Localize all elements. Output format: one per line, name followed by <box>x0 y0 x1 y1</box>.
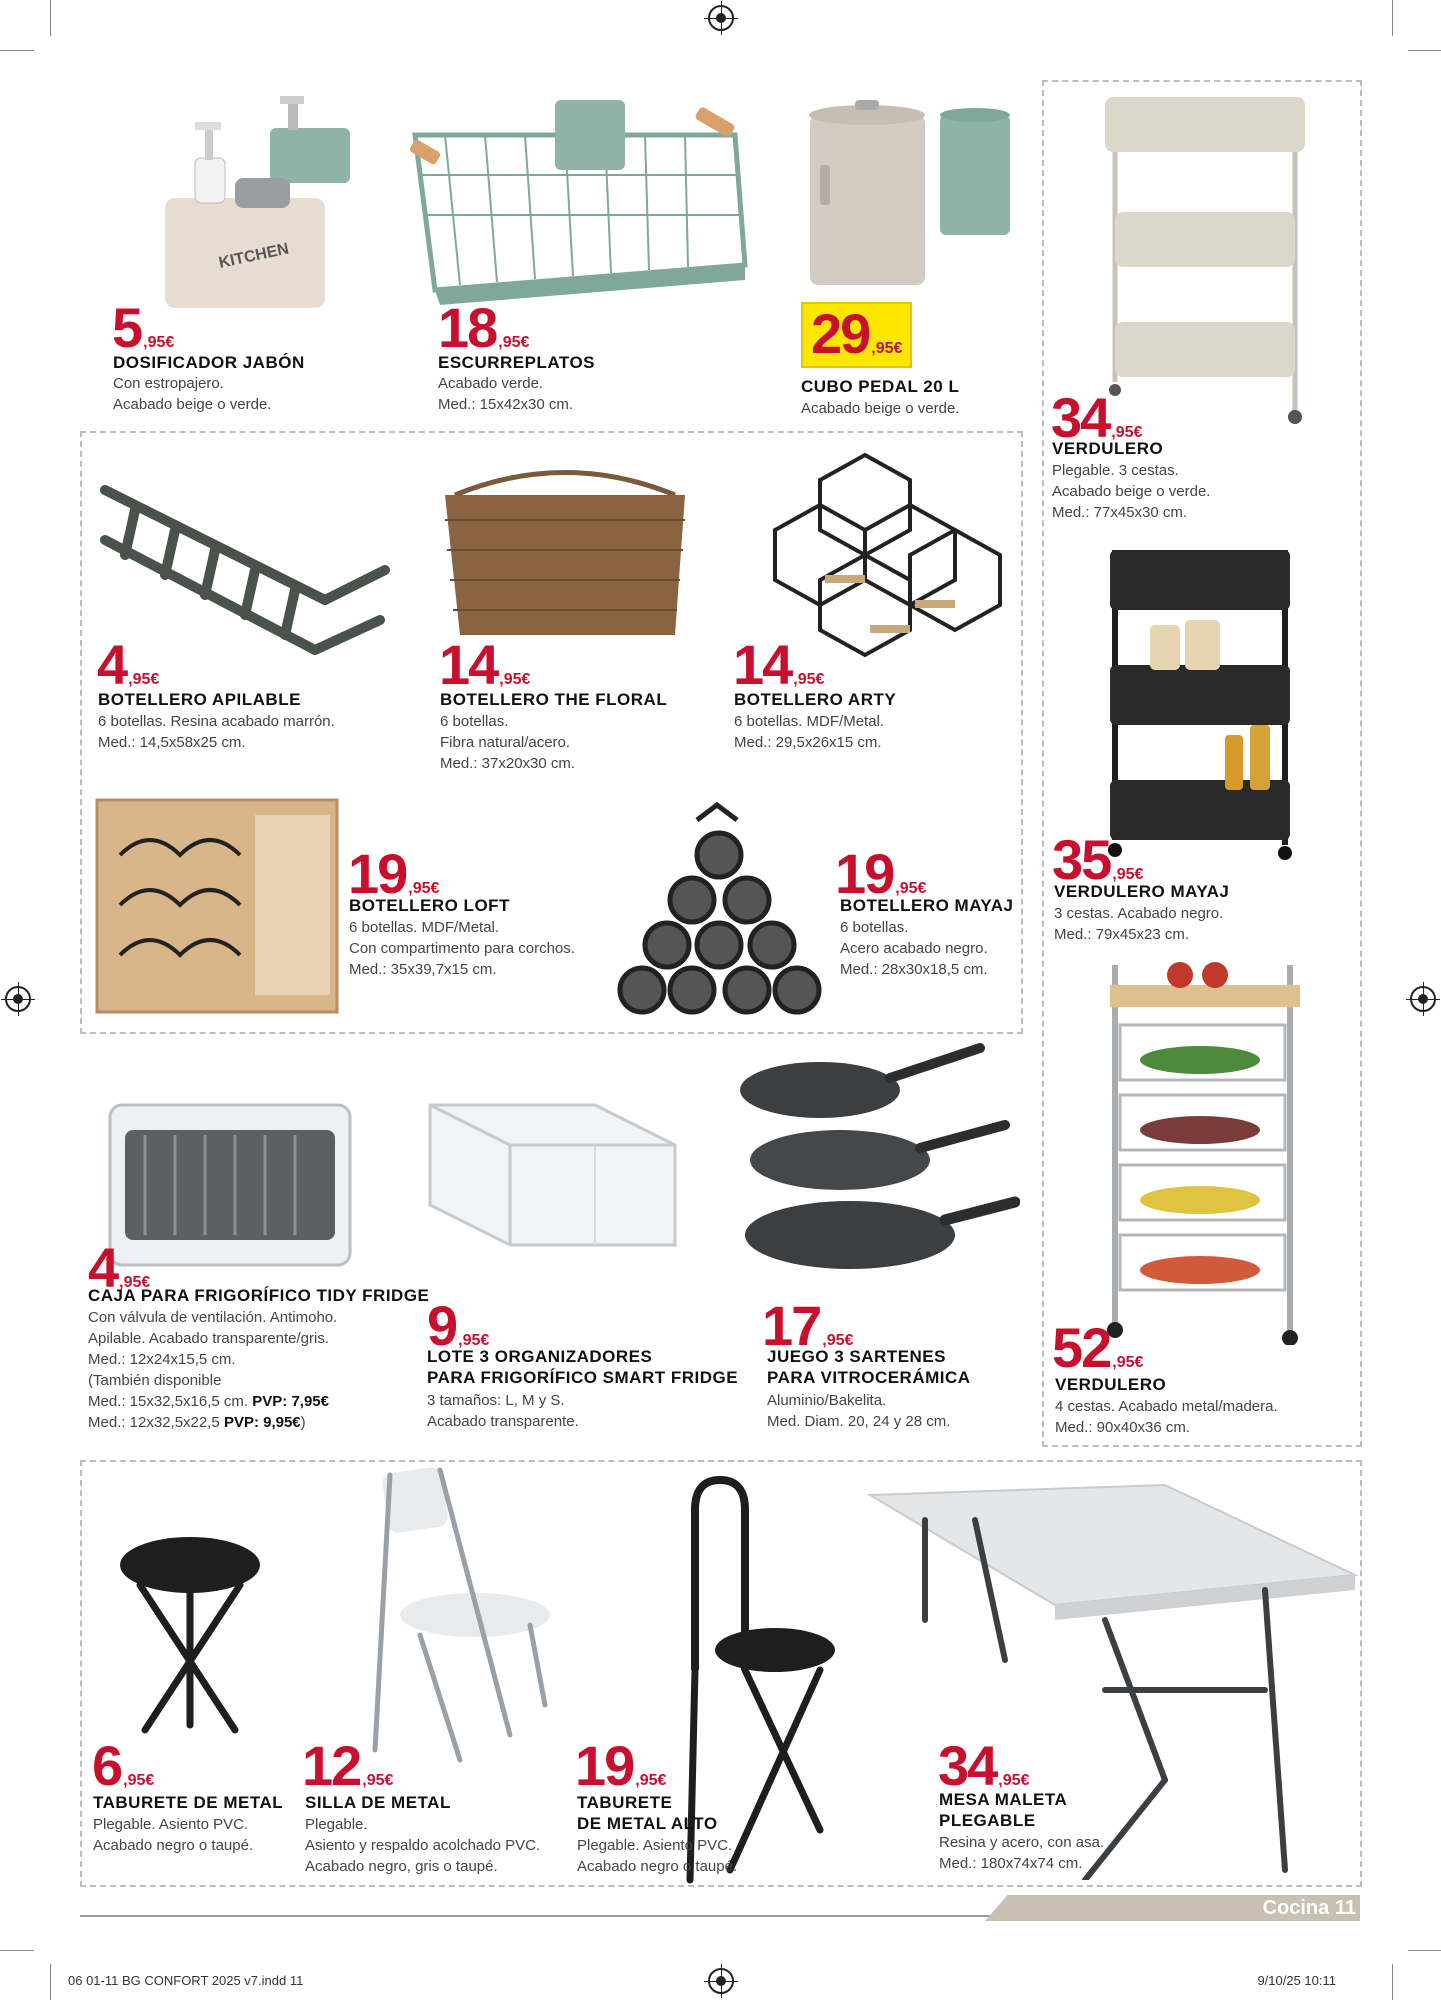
product-desc-line: Asiento y respaldo acolchado PVC. <box>305 1837 541 1854</box>
price-integer: 4 <box>88 1236 118 1299</box>
product-desc-line: 3 cestas. Acabado negro. <box>1054 905 1224 922</box>
crop-mark <box>1408 50 1441 51</box>
product-name: PARA FRIGORÍFICO SMART FRIDGE <box>427 1368 739 1387</box>
price-integer: 9 <box>427 1294 457 1357</box>
product-desc-line: Plegable. Asiento PVC. <box>93 1816 249 1833</box>
product-name: TABURETE DE METAL <box>93 1793 284 1812</box>
price-decimal: ,95€ <box>635 1772 667 1789</box>
mesh-bottle-rack-image <box>612 800 827 1020</box>
product-desc-line: Med.: 12x32,5x22,5 PVP: 9,95€) <box>88 1414 306 1431</box>
footer-rule <box>80 1915 990 1917</box>
product-desc-line: Acabado negro, gris o taupé. <box>305 1858 498 1875</box>
product-name: JUEGO 3 SARTENES <box>767 1347 946 1366</box>
price-integer: 14 <box>733 633 792 696</box>
footer-file-info: 06 01-11 BG CONFORT 2025 v7.indd 11 <box>68 1973 304 1988</box>
product-desc-line: 4 cestas. Acabado metal/madera. <box>1055 1398 1278 1415</box>
product-desc-line: Acabado transparente. <box>427 1413 579 1430</box>
product-desc-line: Acero acabado negro. <box>840 940 988 957</box>
dish-rack-image <box>405 95 750 305</box>
product-desc-line: Acabado negro o taupé. <box>577 1858 738 1875</box>
product-desc-line: Med.: 28x30x18,5 cm. <box>840 961 988 978</box>
price-integer: 34 <box>1051 386 1110 449</box>
price-decimal: ,95€ <box>822 1332 854 1349</box>
product-desc-line: Con compartimento para corchos. <box>349 940 575 957</box>
product-name: PLEGABLE <box>939 1811 1036 1830</box>
product-desc-line: Med. Diam. 20, 24 y 28 cm. <box>767 1413 951 1430</box>
product-desc-line: Med.: 180x74x74 cm. <box>939 1855 1083 1872</box>
product-desc-line: 6 botellas. MDF/Metal. <box>734 713 885 730</box>
crop-mark <box>50 1964 51 2000</box>
price-integer: 19 <box>348 842 407 905</box>
product-name: DOSIFICADOR JABÓN <box>113 353 305 372</box>
product-desc-line: Med.: 35x39,7x15 cm. <box>349 961 497 978</box>
folding-stool-image <box>115 1535 265 1735</box>
price-decimal: ,95€ <box>1112 1354 1144 1371</box>
product-desc-line: 6 botellas. <box>840 919 909 936</box>
product-desc-line: Fibra natural/acero. <box>440 734 571 751</box>
product-desc-line: Acabado beige o verde. <box>801 400 960 417</box>
product-desc-line: Con válvula de ventilación. Antimoho. <box>88 1309 338 1326</box>
price-integer: 5 <box>112 296 142 359</box>
price-integer: 14 <box>439 633 498 696</box>
registration-mark-icon <box>708 1968 734 1994</box>
product-name: CUBO PEDAL 20 L <box>801 377 960 396</box>
pedal-bin-image <box>800 95 1020 295</box>
price-integer: 29 <box>811 302 870 365</box>
price-decimal: ,95€ <box>498 334 530 351</box>
loft-bottle-rack-image <box>95 795 340 1015</box>
crop-mark <box>1392 1964 1393 2000</box>
price-decimal: ,95€ <box>1111 424 1143 441</box>
vegetable-cart-image <box>1100 955 1305 1345</box>
price-decimal: ,95€ <box>408 880 440 897</box>
product-desc-line: Med.: 15x42x30 cm. <box>438 396 574 413</box>
product-desc-line: Med.: 12x24x15,5 cm. <box>88 1351 236 1368</box>
price-integer: 4 <box>97 633 127 696</box>
product-desc-line: Med.: 15x32,5x16,5 cm. PVP: 7,95€ <box>88 1393 329 1410</box>
product-name: VERDULERO <box>1055 1375 1167 1394</box>
product-desc-line: Acabado verde. <box>438 375 544 392</box>
product-desc-line: Med.: 37x20x30 cm. <box>440 755 576 772</box>
product-desc-line: Plegable. 3 cestas. <box>1052 462 1179 479</box>
product-desc-line: 6 botellas. <box>440 713 509 730</box>
product-desc-line: Plegable. Asiento PVC. <box>577 1837 733 1854</box>
product-desc-line: 3 tamaños: L, M y S. <box>427 1392 565 1409</box>
svg-text:KITCHEN: KITCHEN <box>217 240 291 272</box>
product-desc-line: Apilable. Acabado transparente/gris. <box>88 1330 329 1347</box>
price-integer: 19 <box>575 1734 634 1797</box>
product-desc-line: Med.: 77x45x30 cm. <box>1052 504 1188 521</box>
footer-timestamp: 9/10/25 10:11 <box>1257 1973 1336 1988</box>
price-decimal: ,95€ <box>871 340 903 357</box>
fridge-organizers-image <box>425 1085 685 1260</box>
price-integer: 35 <box>1052 828 1111 891</box>
product-desc-line: Resina y acero, con asa. <box>939 1834 1105 1851</box>
folding-chair-image <box>360 1465 555 1765</box>
crop-mark <box>1408 1950 1441 1951</box>
price-decimal: ,95€ <box>143 334 175 351</box>
price-integer: 52 <box>1052 1316 1111 1379</box>
product-name: TABURETE <box>577 1793 673 1812</box>
price-decimal: ,95€ <box>1112 866 1144 883</box>
price-integer: 34 <box>938 1734 997 1797</box>
crop-mark <box>0 50 34 51</box>
product-desc-line: 6 botellas. MDF/Metal. <box>349 919 500 936</box>
crop-mark <box>0 1950 34 1951</box>
price-decimal: ,95€ <box>123 1772 155 1789</box>
price-decimal: ,95€ <box>128 671 160 688</box>
product-name: BOTELLERO LOFT <box>349 896 510 915</box>
price-decimal: ,95€ <box>458 1332 490 1349</box>
soap-dispenser-image <box>160 88 360 318</box>
product-desc-line: Acabado beige o verde. <box>1052 483 1211 500</box>
pvp-price: PVP: 7,95€ <box>252 1393 329 1410</box>
price-decimal: ,95€ <box>895 880 927 897</box>
product-name: BOTELLERO MAYAJ <box>840 896 1014 915</box>
product-desc-line: Med.: 90x40x36 cm. <box>1055 1419 1191 1436</box>
section-label: Cocina 11 <box>1262 1897 1356 1919</box>
registration-mark-icon <box>708 5 734 31</box>
price-decimal: ,95€ <box>119 1274 151 1291</box>
product-name: BOTELLERO ARTY <box>734 690 897 709</box>
price-integer: 12 <box>302 1734 361 1797</box>
crop-mark <box>1392 0 1393 36</box>
product-name: ESCURREPLATOS <box>438 353 596 372</box>
product-desc-line: Con estropajero. <box>113 375 224 392</box>
folding-cart-beige-image <box>1095 92 1315 432</box>
product-desc-line: Med.: 29,5x26x15 cm. <box>734 734 882 751</box>
price-integer: 18 <box>438 296 497 359</box>
product-desc-line: Med.: 79x45x23 cm. <box>1054 926 1190 943</box>
product-desc-line: 6 botellas. Resina acabado marrón. <box>98 713 335 730</box>
price-decimal: ,95€ <box>998 1772 1030 1789</box>
price-decimal: ,95€ <box>362 1772 394 1789</box>
price-integer: 6 <box>92 1734 122 1797</box>
product-desc-line: Acabado negro o taupé. <box>93 1837 254 1854</box>
registration-mark-icon <box>5 986 31 1012</box>
product-desc-line: Plegable. <box>305 1816 368 1833</box>
product-desc-line: (También disponible <box>88 1372 222 1389</box>
black-cart-image <box>1100 540 1300 865</box>
product-name: LOTE 3 ORGANIZADORES <box>427 1347 653 1366</box>
product-name: VERDULERO MAYAJ <box>1054 882 1230 901</box>
product-name: VERDULERO <box>1052 439 1164 458</box>
product-name: DE METAL ALTO <box>577 1814 718 1833</box>
price-decimal: ,95€ <box>793 671 825 688</box>
pvp-price: PVP: 9,95€ <box>223 1414 301 1431</box>
product-desc-line: Med.: 14,5x58x25 cm. <box>98 734 246 751</box>
product-name: BOTELLERO THE FLORAL <box>440 690 668 709</box>
registration-mark-icon <box>1410 986 1436 1012</box>
product-name: MESA MALETA <box>939 1790 1068 1809</box>
product-name: CAJA PARA FRIGORÍFICO TIDY FRIDGE <box>88 1286 430 1305</box>
product-desc-line: Acabado beige o verde. <box>113 396 272 413</box>
frying-pans-image <box>740 1040 1020 1280</box>
product-name: BOTELLERO APILABLE <box>98 690 301 709</box>
woven-basket-image <box>435 460 695 640</box>
price-integer: 19 <box>835 842 894 905</box>
price-integer: 17 <box>762 1294 821 1357</box>
page-number: 11 <box>1334 1897 1356 1919</box>
product-desc-line: Aluminio/Bakelita. <box>767 1392 887 1409</box>
crop-mark <box>50 0 51 36</box>
product-name: SILLA DE METAL <box>305 1793 451 1812</box>
price-decimal: ,95€ <box>499 671 531 688</box>
product-name: PARA VITROCERÁMICA <box>767 1368 971 1387</box>
